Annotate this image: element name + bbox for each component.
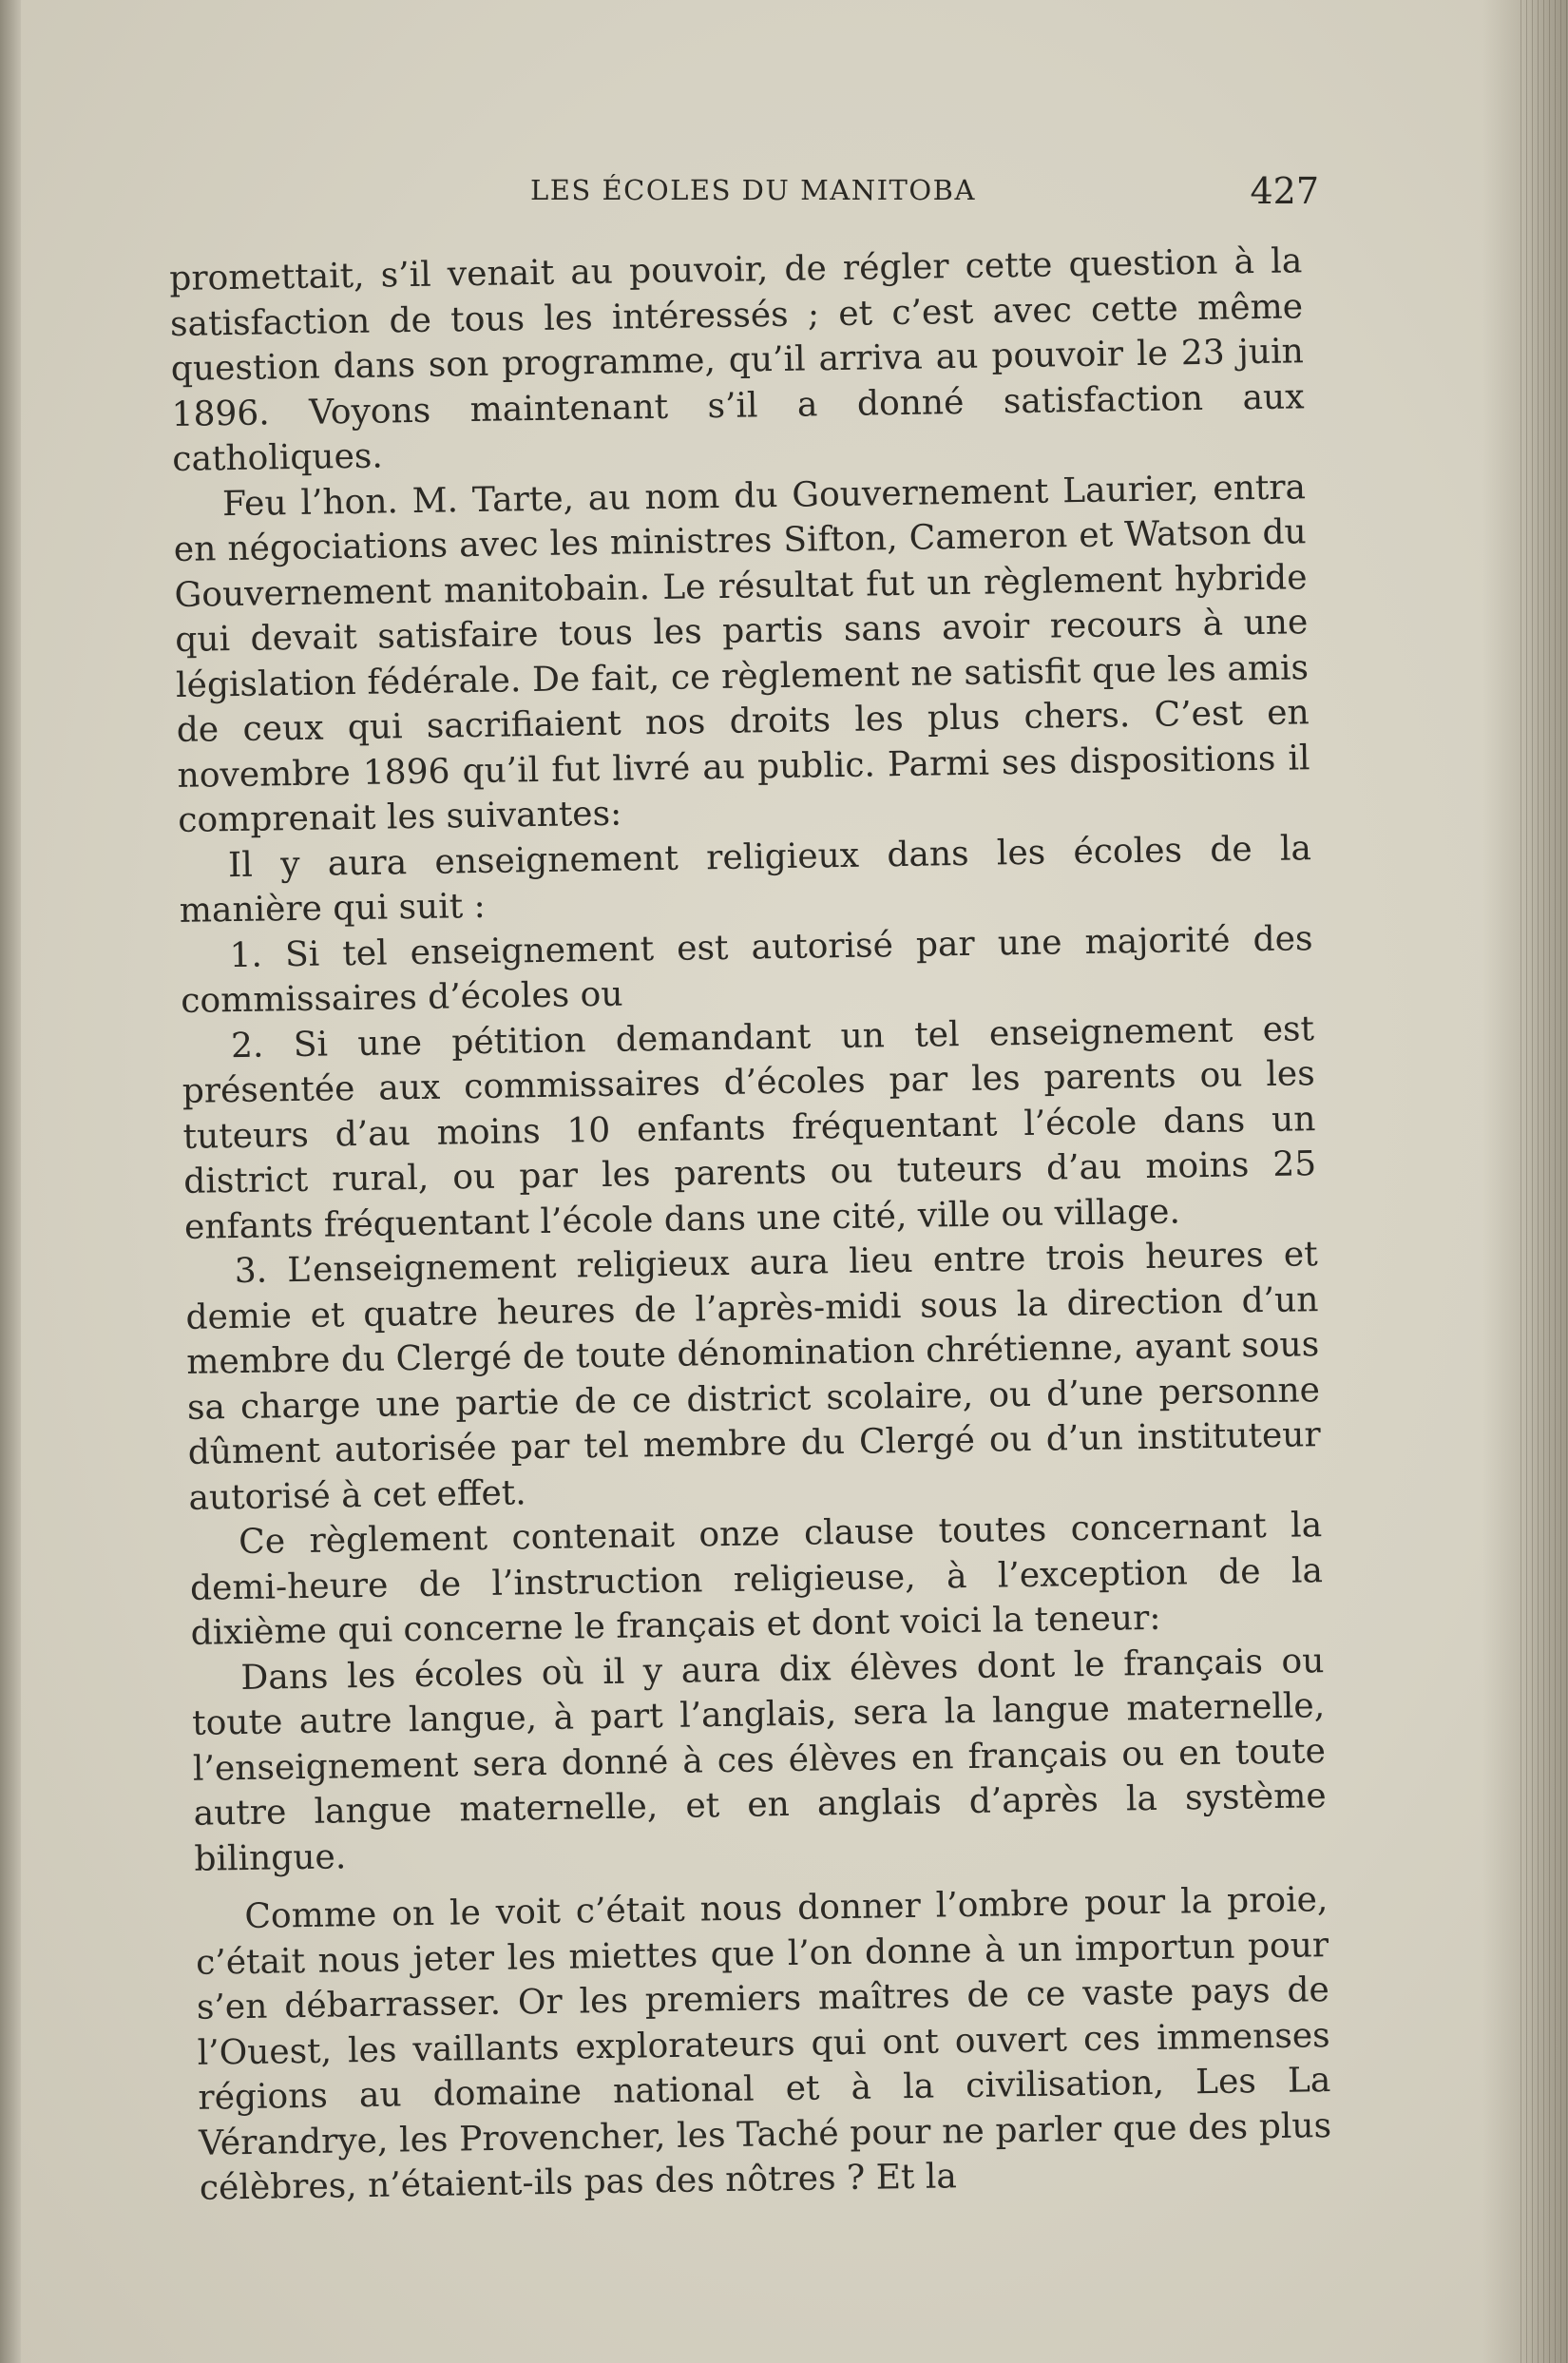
list-item-3: 3. L’enseignement religieux aura lieu entre trois heures et demie et quatre heures de l’après-midi sous la direction d’un membre du Clergé de toute dénomination chrétienne, ayant sous sa charge une partie de ce district scolaire, ou d’une personne dûment autorisée par tel membre du Clergé ou d’un instituteur autorisé à cet effet. — [185, 1235, 1321, 1518]
paragraph-3: Il y aura enseignement religieux dans les écoles de la manière qui suit : — [179, 828, 1312, 931]
paragraph-2: Feu l’hon. M. Tarte, au nom du Gouvernement Laurier, entra en négociations avec les ministres Sifton, Cameron et Watson du Gouvernement manitobain. Le résultat fut un règlement hybride qui devait satisfaire tous les partis sans avoir recours à une législation fédérale. De fait, ce règlement ne satisfit que les amis de ceux qui sacrifiaient nos droits les plus chers. C’est en novembre 1896 qu’il fut livré au public. Parmi ses dispositions il comprenait les suivantes: — [173, 467, 1310, 840]
body-text — [169, 239, 1332, 2208]
list-item-1: 1. Si tel enseignement est autorisé par une majorité des commissaires d’écoles ou — [180, 918, 1313, 1021]
quoted-clause: Dans les écoles où il y aura dix élèves dont le français ou toute autre langue, à part l’anglais, sera la langue maternelle, l’enseignement sera donné à ces élèves en français ou en toute autre langue maternelle, et en anglais d’après la système bilingue. — [191, 1641, 1327, 1879]
paragraph-5: Comme on le voit c’était nous donner l’ombre pour la proie, c’était nous jeter les miettes que l’on donne à un importun pour s’en débarrasser. Or les premiers maîtres de ce vaste pays de l’Ouest, les vaillants explorateurs qui ont ouvert ces immenses régions au domaine national et à la civilisation, Les La Vérandrye, les Provencher, les Taché pour ne parler que des plus célèbres, n’étaient-ils pas des nôtres ? Et la — [195, 1880, 1332, 2208]
paragraph-4: Ce règlement contenait onze clause toutes concernant la demi-heure de l’instruction religieuse, à l’exception de la dixième qui concerne le français et dont voici la teneur: — [189, 1506, 1324, 1653]
page-number: 427 — [1250, 170, 1319, 212]
list-item-2: 2. Si une pétition demandant un tel enseignement est présentée aux commissaires d’écoles par les parents ou les tuteurs d’au moins 10 enfants fréquentant l’école dans un district rural, ou par les parents ou tuteurs d’au moins 25 enfants fréquentant l’école dans une cité, ville ou village. — [182, 1009, 1317, 1247]
page-left-edge — [0, 0, 21, 2363]
page-stack-edges — [1520, 0, 1568, 2363]
paragraph-1: promettait, s’il venait au pouvoir, de régler cette question à la satisfaction de tous les intéressés ; et c’est avec cette même question dans son programme, qu’il arriva au pouvoir le 23 juin 1896. Voyons maintenant s’il a donné satisfaction aux catholiques. — [169, 241, 1305, 479]
page-header — [521, 170, 1319, 221]
running-head: LES ÉCOLES DU MANITOBA — [530, 174, 976, 206]
